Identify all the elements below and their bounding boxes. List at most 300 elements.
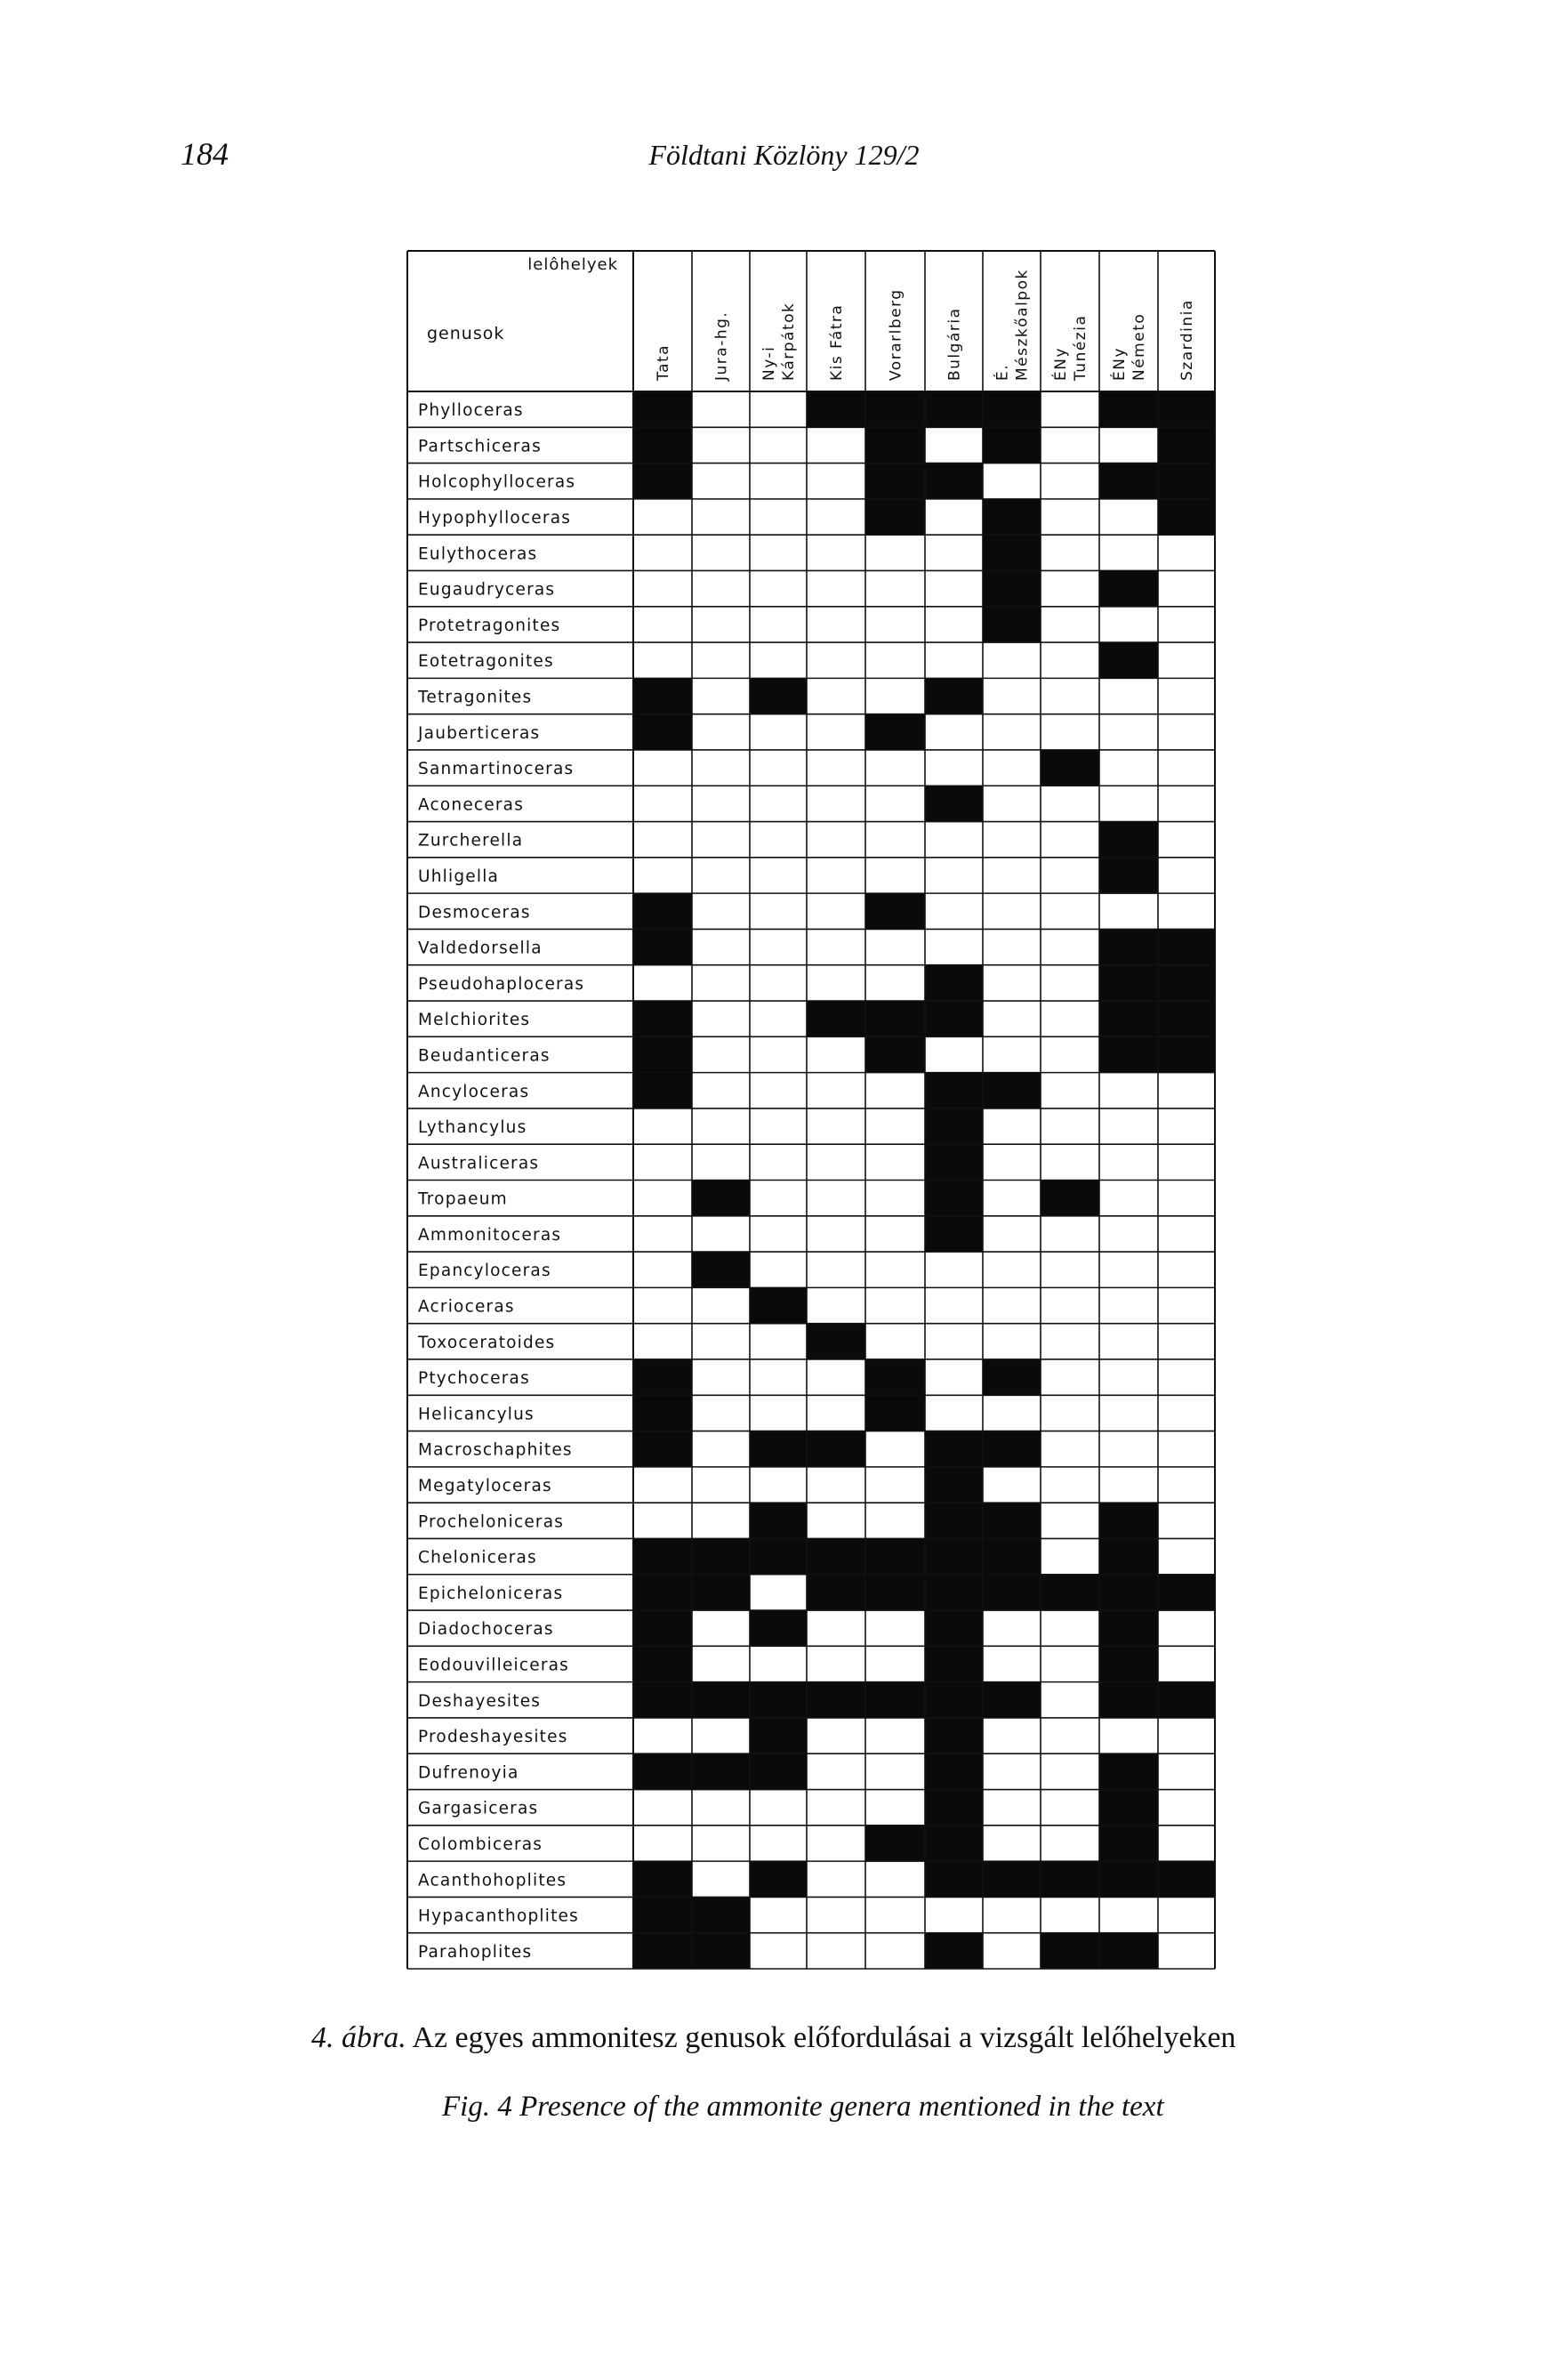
presence-cell-empty <box>983 929 1041 964</box>
presence-cell-empty <box>633 535 692 570</box>
presence-cell-empty <box>865 678 925 713</box>
column-header-label: Németo <box>1130 312 1148 381</box>
journal-title: Földtani Közlöny 129/2 <box>648 139 920 171</box>
presence-cell-filled <box>692 1897 750 1932</box>
presence-cell-empty <box>807 1790 865 1826</box>
genus-label: Partschiceras <box>418 437 542 456</box>
genus-label: Valdedorsella <box>418 939 543 958</box>
caption-hu-text: Az egyes ammonitesz genusok előfordulásai a vizsgált lelőhelyeken <box>412 2021 1236 2054</box>
presence-cell-filled <box>1099 1790 1158 1826</box>
presence-cell-empty <box>925 714 983 750</box>
presence-cell-empty <box>1041 1216 1099 1252</box>
presence-cell-empty <box>865 535 925 570</box>
presence-cell-filled <box>750 1682 807 1718</box>
presence-cell-empty <box>692 464 750 499</box>
presence-cell-empty <box>1099 1467 1158 1503</box>
genus-label: Megatyloceras <box>418 1477 552 1496</box>
presence-cell-empty <box>865 1181 925 1216</box>
genus-label: Deshayesites <box>418 1691 542 1711</box>
presence-cell-filled <box>633 678 692 713</box>
presence-cell-filled <box>925 1861 983 1897</box>
presence-cell-empty <box>1158 1073 1215 1108</box>
presence-cell-empty <box>983 1324 1041 1359</box>
presence-cell-empty <box>1041 464 1099 499</box>
presence-cell-empty <box>1041 1001 1099 1036</box>
presence-cell-empty <box>983 1287 1041 1323</box>
presence-cell-empty <box>807 1933 865 1969</box>
presence-cell-empty <box>1158 607 1215 642</box>
presence-cell-filled <box>692 1682 750 1718</box>
genus-label: Holcophylloceras <box>418 472 576 492</box>
presence-cell-empty <box>750 1467 807 1503</box>
presence-cell-empty <box>1158 1324 1215 1359</box>
presence-cell-empty <box>1158 1144 1215 1180</box>
presence-cell-filled <box>925 1753 983 1789</box>
presence-cell-empty <box>865 570 925 606</box>
presence-cell-empty <box>983 1181 1041 1216</box>
presence-cell-empty <box>1099 1897 1158 1932</box>
presence-cell-filled <box>865 1538 925 1574</box>
presence-cell-empty <box>925 858 983 893</box>
presence-cell-empty <box>692 1108 750 1144</box>
presence-cell-empty <box>807 1467 865 1503</box>
presence-cell-empty <box>807 1753 865 1789</box>
presence-cell-empty <box>807 965 865 1001</box>
presence-cell-empty <box>750 1575 807 1610</box>
presence-cell-empty <box>983 1252 1041 1287</box>
genus-label: Acanthohoplites <box>418 1871 567 1890</box>
genus-label: Cheloniceras <box>418 1548 537 1568</box>
presence-cell-empty <box>1099 1359 1158 1395</box>
presence-cell-empty <box>925 929 983 964</box>
presence-cell-filled <box>1158 499 1215 535</box>
presence-cell-empty <box>865 1108 925 1144</box>
presence-cell-filled <box>925 1575 983 1610</box>
presence-cell-empty <box>750 822 807 858</box>
presence-cell-empty <box>925 893 983 929</box>
presence-cell-empty <box>865 1431 925 1467</box>
presence-cell-filled <box>692 1181 750 1216</box>
presence-cell-empty <box>807 1646 865 1681</box>
presence-cell-filled <box>1158 1575 1215 1610</box>
presence-cell-empty <box>692 570 750 606</box>
presence-cell-filled <box>633 1897 692 1932</box>
presence-cell-empty <box>865 1610 925 1646</box>
presence-cell-filled <box>750 1538 807 1574</box>
presence-cell-filled <box>983 1861 1041 1897</box>
presence-cell-empty <box>1041 1287 1099 1323</box>
presence-cell-filled <box>692 1753 750 1789</box>
presence-cell-filled <box>750 1431 807 1467</box>
presence-cell-empty <box>925 750 983 786</box>
presence-cell-empty <box>1041 427 1099 463</box>
caption-english: Fig. 4 Presence of the ammonite genera mentioned in the text <box>442 2091 1164 2123</box>
presence-cell-empty <box>1099 893 1158 929</box>
presence-cell-empty <box>925 822 983 858</box>
genus-label: Uhligella <box>418 867 500 886</box>
presence-cell-empty <box>692 1036 750 1072</box>
presence-cell-empty <box>633 1790 692 1826</box>
presence-cell-filled <box>633 1073 692 1108</box>
presence-cell-filled <box>633 1753 692 1789</box>
presence-cell-empty <box>633 607 692 642</box>
presence-cell-filled <box>1099 391 1158 427</box>
genus-label: Protetragonites <box>418 616 561 635</box>
genus-label: Zurcherella <box>418 831 524 850</box>
genus-label: Prodeshayesites <box>418 1728 568 1747</box>
presence-cell-empty <box>925 1252 983 1287</box>
presence-cell-empty <box>865 786 925 821</box>
presence-cell-empty <box>692 1144 750 1180</box>
presence-cell-empty <box>750 1826 807 1861</box>
presence-cell-empty <box>750 607 807 642</box>
genus-label: Sanmartinoceras <box>418 760 575 779</box>
presence-cell-empty <box>983 858 1041 893</box>
presence-cell-empty <box>692 1073 750 1108</box>
presence-cell-filled <box>1158 1682 1215 1718</box>
presence-cell-filled <box>983 499 1041 535</box>
presence-cell-empty <box>1041 570 1099 606</box>
presence-cell-empty <box>1158 1646 1215 1681</box>
presence-cell-filled <box>633 1538 692 1574</box>
column-header-label: Ny-i <box>760 345 778 381</box>
genus-label: Dufrenoyia <box>418 1763 519 1783</box>
presence-cell-filled <box>1158 1861 1215 1897</box>
presence-cell-empty <box>925 427 983 463</box>
presence-cell-empty <box>983 1216 1041 1252</box>
presence-cell-filled <box>1041 1181 1099 1216</box>
genus-label: Ammonitoceras <box>418 1225 562 1245</box>
presence-cell-empty <box>750 1181 807 1216</box>
column-header-label: Tunézia <box>1072 314 1090 381</box>
presence-cell-filled <box>1041 750 1099 786</box>
presence-cell-empty <box>692 1001 750 1036</box>
presence-cell-empty <box>1158 1181 1215 1216</box>
presence-cell-empty <box>1041 1431 1099 1467</box>
presence-cell-empty <box>1158 678 1215 713</box>
presence-cell-empty <box>633 1287 692 1323</box>
presence-cell-empty <box>692 607 750 642</box>
presence-cell-empty <box>865 965 925 1001</box>
presence-cell-empty <box>1158 893 1215 929</box>
presence-cell-empty <box>1099 1718 1158 1753</box>
presence-cell-empty <box>1099 535 1158 570</box>
presence-cell-filled <box>925 1646 983 1681</box>
presence-cell-filled <box>633 929 692 964</box>
presence-cell-filled <box>633 1395 692 1431</box>
presence-cell-filled <box>1041 1933 1099 1969</box>
genus-label: Hypophylloceras <box>418 509 572 528</box>
presence-cell-empty <box>1041 642 1099 678</box>
presence-cell-empty <box>1158 1897 1215 1932</box>
presence-cell-filled <box>925 1001 983 1036</box>
presence-cell-filled <box>1099 1001 1158 1036</box>
presence-cell-empty <box>633 1108 692 1144</box>
presence-cell-filled <box>633 1646 692 1681</box>
presence-cell-filled <box>865 1575 925 1610</box>
presence-cell-empty <box>1158 1216 1215 1252</box>
presence-cell-empty <box>692 893 750 929</box>
presence-cell-empty <box>692 678 750 713</box>
presence-cell-filled <box>807 1575 865 1610</box>
presence-cell-filled <box>925 1431 983 1467</box>
presence-cell-empty <box>750 929 807 964</box>
presence-cell-filled <box>692 1252 750 1287</box>
presence-cell-empty <box>1158 1252 1215 1287</box>
presence-cell-empty <box>925 607 983 642</box>
presence-cell-empty <box>983 822 1041 858</box>
genus-label: Hypacanthoplites <box>418 1906 579 1926</box>
presence-cell-empty <box>865 1933 925 1969</box>
presence-cell-filled <box>1099 822 1158 858</box>
presence-cell-empty <box>692 1610 750 1646</box>
presence-cell-empty <box>983 1001 1041 1036</box>
presence-cell-filled <box>865 499 925 535</box>
genus-label: Colombiceras <box>418 1834 543 1854</box>
presence-cell-filled <box>925 786 983 821</box>
genus-label: Gargasiceras <box>418 1799 539 1818</box>
presence-cell-filled <box>633 1575 692 1610</box>
presence-cell-empty <box>983 714 1041 750</box>
presence-cell-empty <box>925 1036 983 1072</box>
presence-cell-empty <box>1041 858 1099 893</box>
presence-cell-filled <box>925 1933 983 1969</box>
presence-cell-empty <box>692 427 750 463</box>
presence-cell-empty <box>692 786 750 821</box>
column-header-label: Kárpátok <box>780 302 798 381</box>
presence-cell-empty <box>807 750 865 786</box>
presence-cell-filled <box>1041 1575 1099 1610</box>
presence-cell-empty <box>633 1252 692 1287</box>
presence-cell-empty <box>925 570 983 606</box>
presence-cell-empty <box>750 1790 807 1826</box>
presence-cell-empty <box>1041 1359 1099 1395</box>
genus-label: Tetragonites <box>418 688 533 707</box>
presence-cell-empty <box>983 1144 1041 1180</box>
presence-cell-empty <box>1041 1790 1099 1826</box>
presence-cell-empty <box>807 1359 865 1395</box>
presence-cell-empty <box>807 427 865 463</box>
presence-cell-empty <box>633 499 692 535</box>
presence-cell-filled <box>807 1682 865 1718</box>
caption-hungarian <box>311 2021 1236 2055</box>
presence-cell-filled <box>1099 1682 1158 1718</box>
presence-cell-filled <box>865 714 925 750</box>
presence-cell-empty <box>750 642 807 678</box>
presence-cell-empty <box>1099 786 1158 821</box>
presence-cell-filled <box>865 391 925 427</box>
presence-cell-empty <box>633 965 692 1001</box>
column-header-label: Jura-hg. <box>712 310 731 381</box>
presence-cell-empty <box>633 822 692 858</box>
presence-cell-empty <box>750 1001 807 1036</box>
presence-cell-empty <box>807 535 865 570</box>
presence-cell-empty <box>865 642 925 678</box>
presence-cell-empty <box>1099 1181 1158 1216</box>
presence-cell-empty <box>865 858 925 893</box>
presence-cell-empty <box>633 1467 692 1503</box>
presence-cell-filled <box>633 714 692 750</box>
presence-cell-empty <box>633 750 692 786</box>
presence-cell-empty <box>983 1826 1041 1861</box>
presence-cell-filled <box>633 1861 692 1897</box>
genus-label: Epicheloniceras <box>418 1584 564 1603</box>
presence-cell-empty <box>1158 750 1215 786</box>
presence-cell-empty <box>807 1897 865 1932</box>
presence-cell-empty <box>692 1431 750 1467</box>
presence-cell-empty <box>1099 1287 1158 1323</box>
presence-cell-empty <box>1099 1395 1158 1431</box>
presence-cell-empty <box>750 714 807 750</box>
presence-cell-empty <box>750 1108 807 1144</box>
presence-cell-empty <box>1158 1790 1215 1826</box>
presence-cell-empty <box>1158 1538 1215 1574</box>
presence-cell-filled <box>692 1933 750 1969</box>
presence-cell-empty <box>750 1646 807 1681</box>
presence-cell-filled <box>925 1181 983 1216</box>
presence-cell-filled <box>1099 570 1158 606</box>
presence-cell-empty <box>1099 1431 1158 1467</box>
presence-cell-empty <box>807 893 865 929</box>
presence-cell-filled <box>1099 1610 1158 1646</box>
presence-cell-empty <box>1158 535 1215 570</box>
column-header-label: Tata <box>655 343 672 381</box>
presence-cell-empty <box>1158 642 1215 678</box>
presence-cell-filled <box>1099 965 1158 1001</box>
presence-cell-empty <box>692 1826 750 1861</box>
presence-cell-empty <box>807 1073 865 1108</box>
presence-cell-empty <box>925 499 983 535</box>
presence-cell-empty <box>807 714 865 750</box>
presence-cell-empty <box>1099 750 1158 786</box>
presence-cell-empty <box>1158 1503 1215 1538</box>
presence-cell-empty <box>750 965 807 1001</box>
presence-cell-filled <box>925 1073 983 1108</box>
presence-cell-empty <box>983 1610 1041 1646</box>
presence-cell-empty <box>692 1324 750 1359</box>
presence-cell-empty <box>1041 893 1099 929</box>
presence-cell-empty <box>1041 1538 1099 1574</box>
presence-cell-filled <box>1158 427 1215 463</box>
presence-cell-filled <box>1158 965 1215 1001</box>
presence-cell-filled <box>750 1610 807 1646</box>
presence-cell-empty <box>807 822 865 858</box>
presence-cell-empty <box>807 464 865 499</box>
presence-cell-filled <box>983 427 1041 463</box>
corner-label-genera: genusok <box>427 324 505 343</box>
presence-cell-filled <box>1099 464 1158 499</box>
presence-cell-filled <box>633 427 692 463</box>
presence-cell-empty <box>807 1861 865 1897</box>
presence-cell-empty <box>692 1861 750 1897</box>
presence-cell-filled <box>983 607 1041 642</box>
presence-cell-empty <box>750 750 807 786</box>
presence-cell-filled <box>750 1718 807 1753</box>
presence-cell-filled <box>865 1001 925 1036</box>
presence-cell-empty <box>750 535 807 570</box>
presence-cell-filled <box>692 1538 750 1574</box>
presence-cell-empty <box>865 822 925 858</box>
genus-label: Macroschaphites <box>418 1440 573 1460</box>
presence-cell-empty <box>692 1359 750 1395</box>
presence-cell-filled <box>925 965 983 1001</box>
presence-cell-filled <box>1158 391 1215 427</box>
presence-cell-filled <box>865 427 925 463</box>
presence-cell-empty <box>1041 1324 1099 1359</box>
presence-cell-filled <box>925 678 983 713</box>
presence-cell-filled <box>983 1575 1041 1610</box>
presence-cell-empty <box>1158 1287 1215 1323</box>
presence-cell-empty <box>807 570 865 606</box>
presence-cell-empty <box>925 1324 983 1359</box>
genus-label: Aconeceras <box>418 795 525 815</box>
presence-cell-empty <box>692 822 750 858</box>
presence-cell-empty <box>865 1646 925 1681</box>
genus-label: Ptychoceras <box>418 1369 530 1389</box>
presence-cell-filled <box>1158 929 1215 964</box>
presence-cell-filled <box>807 391 865 427</box>
column-header-label: É. <box>993 363 1012 381</box>
presence-cell-empty <box>1158 1718 1215 1753</box>
presence-cell-empty <box>750 1252 807 1287</box>
presence-cell-empty <box>750 1359 807 1395</box>
presence-cell-empty <box>1041 391 1099 427</box>
presence-cell-empty <box>692 1503 750 1538</box>
presence-cell-filled <box>865 1395 925 1431</box>
presence-cell-filled <box>633 1036 692 1072</box>
presence-cell-empty <box>1041 535 1099 570</box>
genus-label: Pseudohaploceras <box>418 974 585 994</box>
presence-cell-empty <box>807 1718 865 1753</box>
presence-cell-empty <box>925 1897 983 1932</box>
presence-cell-empty <box>1158 1467 1215 1503</box>
presence-cell-empty <box>983 678 1041 713</box>
presence-cell-filled <box>983 1073 1041 1108</box>
presence-cell-empty <box>983 1933 1041 1969</box>
presence-cell-empty <box>692 1395 750 1431</box>
presence-cell-empty <box>1158 1395 1215 1431</box>
presence-cell-empty <box>1158 1359 1215 1395</box>
presence-cell-filled <box>633 1431 692 1467</box>
presence-cell-empty <box>692 965 750 1001</box>
presence-cell-empty <box>1041 1610 1099 1646</box>
presence-cell-empty <box>865 607 925 642</box>
presence-cell-empty <box>750 1897 807 1932</box>
presence-cell-empty <box>692 1216 750 1252</box>
presence-cell-filled <box>865 893 925 929</box>
presence-cell-empty <box>807 1503 865 1538</box>
genus-label: Epancyloceras <box>418 1262 551 1281</box>
presence-cell-filled <box>865 464 925 499</box>
presence-cell-filled <box>750 1503 807 1538</box>
presence-cell-empty <box>1099 427 1158 463</box>
presence-cell-filled <box>925 464 983 499</box>
presence-cell-filled <box>633 1682 692 1718</box>
presence-cell-empty <box>807 929 865 964</box>
presence-cell-empty <box>865 1718 925 1753</box>
presence-cell-empty <box>1099 1144 1158 1180</box>
presence-cell-filled <box>1099 1646 1158 1681</box>
presence-cell-empty <box>1041 965 1099 1001</box>
presence-cell-empty <box>1099 499 1158 535</box>
presence-cell-filled <box>983 570 1041 606</box>
presence-cell-empty <box>1041 714 1099 750</box>
presence-cell-filled <box>692 1575 750 1610</box>
presence-cell-empty <box>865 1753 925 1789</box>
presence-cell-empty <box>807 678 865 713</box>
presence-cell-empty <box>633 1826 692 1861</box>
presence-cell-empty <box>983 965 1041 1001</box>
